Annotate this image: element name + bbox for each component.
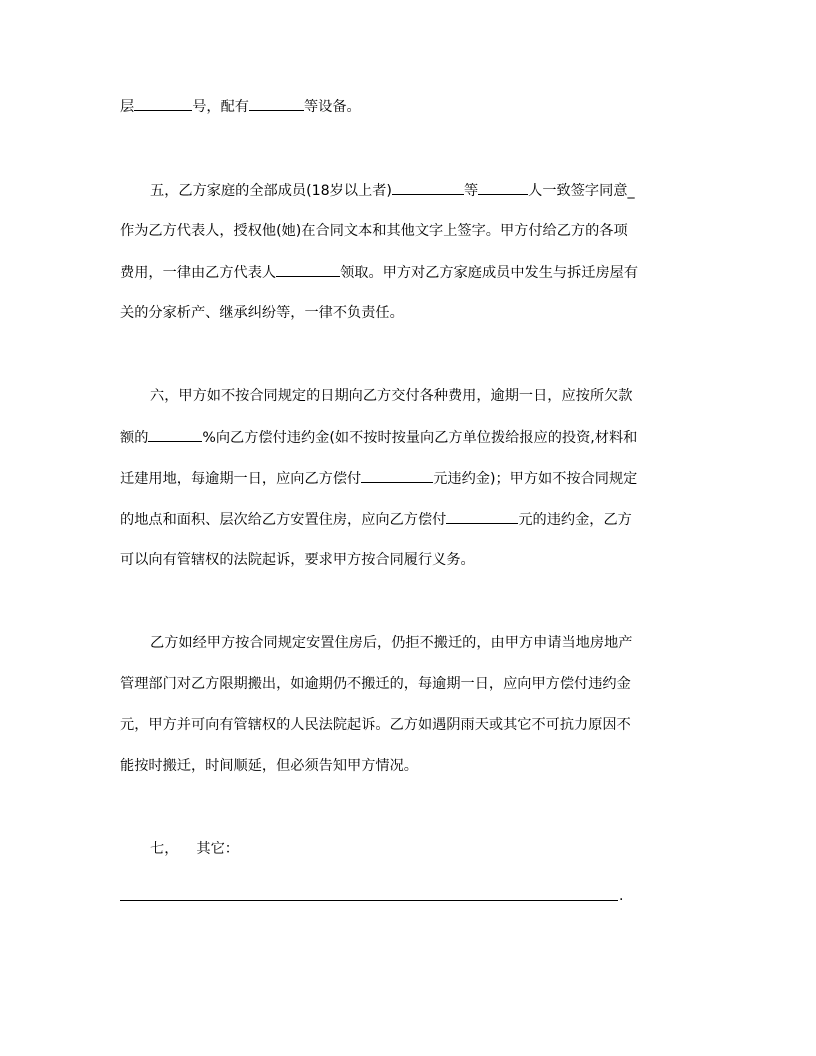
text-line-13 xyxy=(120,715,700,735)
fill-blank xyxy=(392,180,464,195)
text-segment: 等设备。 xyxy=(303,99,361,115)
fill-blank xyxy=(446,509,518,524)
text-segment: 七， xyxy=(150,841,179,857)
fill-blank xyxy=(361,468,433,483)
text-line-9 xyxy=(120,509,700,530)
text-segment: 六，甲方如不按合同规定的日期向乙方交付各种费用，逾期一日，应按所欠款 xyxy=(150,388,633,404)
text-segment: 等 xyxy=(463,183,479,199)
text-line-6 xyxy=(150,386,700,406)
text-segment: 关的分家析产、继承纠纷等，一律不负责任。 xyxy=(120,305,404,321)
text-segment: 元的违约金，乙方 xyxy=(518,512,632,528)
text-segment: %向乙方偿付违约金(如不按时按量向乙方单位拨给报应的投资,材料和 xyxy=(202,430,638,446)
text-segment: 元违约金)；甲方如不按合同规定 xyxy=(433,471,638,487)
end-period: . xyxy=(619,888,624,904)
text-segment: 作为乙方代表人，授权他(她)在合同文本和其他文字上签字。甲方付给乙方的各项 xyxy=(120,223,628,239)
text-segment: 乙方如经甲方按合同规定安置住房后，仍拒不搬迁的，由甲方申请当地房地产 xyxy=(150,635,633,651)
text-segment: 迁建用地，每逾期一日，应向乙方偿付 xyxy=(120,471,362,487)
text-line-7 xyxy=(120,427,700,448)
text-line-1 xyxy=(120,96,700,117)
text-segment: 层 xyxy=(120,99,135,115)
fill-blank xyxy=(148,427,202,442)
text-segment: 的地点和面积、层次给乙方安置住房，应向乙方偿付 xyxy=(120,512,447,528)
text-line-14 xyxy=(120,756,700,776)
text-line-12 xyxy=(120,674,700,694)
fill-blank xyxy=(276,262,340,277)
text-segment: 管理部门对乙方限期搬出，如逾期仍不搬迁的，每逾期一日，应向甲方偿付违约金 xyxy=(120,676,631,692)
fill-blank xyxy=(478,180,528,195)
text-segment: 可以向有管辖权的法院起诉，要求甲方按合同履行义务。 xyxy=(120,552,475,568)
text-line-5 xyxy=(120,303,700,323)
text-segment: 额的 xyxy=(120,430,149,446)
text-segment: 能按时搬迁，时间顺延，但必须告知甲方情况。 xyxy=(120,758,418,774)
fill-blank xyxy=(249,96,304,111)
text-segment: 五，乙方家庭的全部成员(18岁以上者) xyxy=(150,183,392,199)
text-segment: 领取。甲方对乙方家庭成员中发生与拆迁房屋有 xyxy=(340,265,639,281)
text-segment: 其它： xyxy=(196,841,239,857)
text-segment: 人一致签字同意_ xyxy=(528,183,635,199)
text-line-4 xyxy=(120,262,700,283)
text-line-3 xyxy=(120,221,700,241)
other-terms-blank-line xyxy=(120,900,618,901)
text-line-2 xyxy=(150,180,700,201)
text-line-15 xyxy=(150,839,700,859)
text-line-10 xyxy=(120,550,700,570)
text-line-11 xyxy=(150,633,700,653)
fill-blank xyxy=(134,96,192,111)
text-line-8 xyxy=(120,468,700,489)
text-segment: 号，配有 xyxy=(192,99,249,115)
text-segment: 元，甲方并可向有管辖权的人民法院起诉。乙方如遇阴雨天或其它不可抗力原因不 xyxy=(120,717,631,733)
text-segment: 费用，一律由乙方代表人 xyxy=(120,265,277,281)
